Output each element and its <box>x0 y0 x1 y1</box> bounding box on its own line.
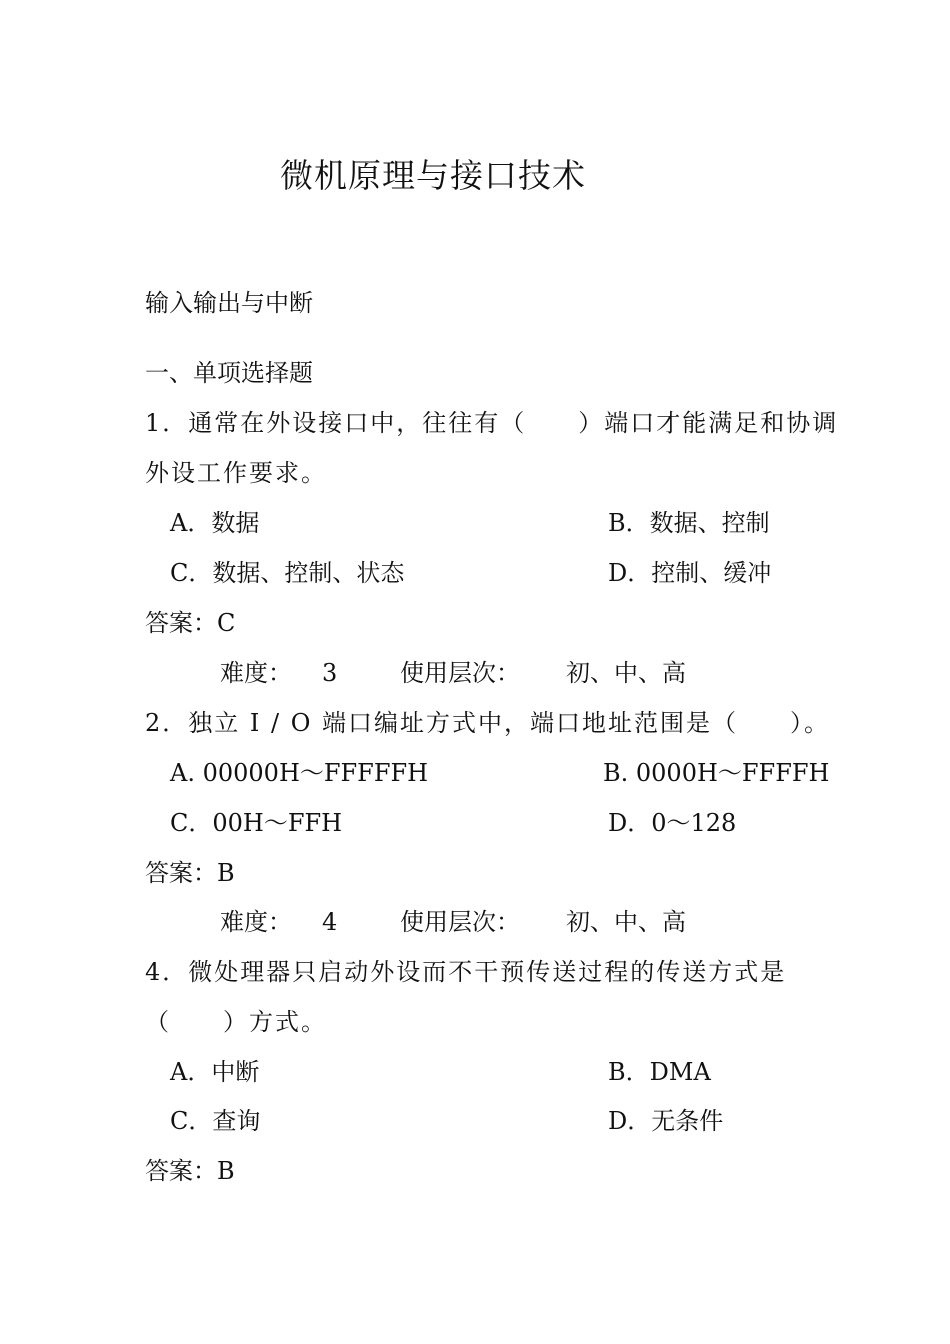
level-label: 使用层次： <box>400 908 520 936</box>
question-2-answer: 答案：B <box>145 859 235 887</box>
level-label: 使用层次： <box>400 659 520 687</box>
question-1-option-c: C．数据、控制、状态 <box>170 559 405 587</box>
question-2-option-b: B. 0000H～FFFFH <box>603 759 830 787</box>
question-1-option-a: A．数据 <box>170 509 260 537</box>
level-value: 初、中、高 <box>566 659 686 687</box>
question-1-text: 1．通常在外设接口中，往往有（ ）端口才能满足和协调 <box>145 409 839 437</box>
document-title: 微机原理与接口技术 <box>280 156 586 195</box>
section-heading: 输入输出与中断 <box>145 289 313 317</box>
question-4-option-c: C．查询 <box>170 1107 261 1135</box>
difficulty-value: 3 <box>322 659 338 687</box>
difficulty-label: 难度： <box>220 908 292 936</box>
difficulty-label: 难度： <box>220 659 292 687</box>
part-heading: 一、单项选择题 <box>145 359 313 387</box>
question-4-answer: 答案：B <box>145 1157 235 1185</box>
question-4-text-cont: （ ）方式。 <box>145 1008 327 1036</box>
question-2-option-c: C．00H～FFH <box>170 809 343 837</box>
question-1-option-d: D．控制、缓冲 <box>608 559 772 587</box>
level-value: 初、中、高 <box>566 908 686 936</box>
question-1-text-cont: 外设工作要求。 <box>145 459 327 487</box>
difficulty-value: 4 <box>322 908 338 936</box>
question-4-option-b: B．DMA <box>608 1058 711 1086</box>
question-2-option-a: A. 00000H～FFFFFH <box>170 759 429 787</box>
question-2-option-d: D．0～128 <box>608 809 737 837</box>
question-4-option-d: D．无条件 <box>608 1107 724 1135</box>
question-4-text: 4．微处理器只启动外设而不干预传送过程的传送方式是 <box>145 958 787 986</box>
question-1-answer: 答案：C <box>145 609 236 637</box>
question-1-option-b: B．数据、控制 <box>608 509 770 537</box>
question-4-option-a: A．中断 <box>170 1058 260 1086</box>
question-2-text: 2．独立 I / O 端口编址方式中，端口地址范围是（ ）。 <box>145 709 831 737</box>
